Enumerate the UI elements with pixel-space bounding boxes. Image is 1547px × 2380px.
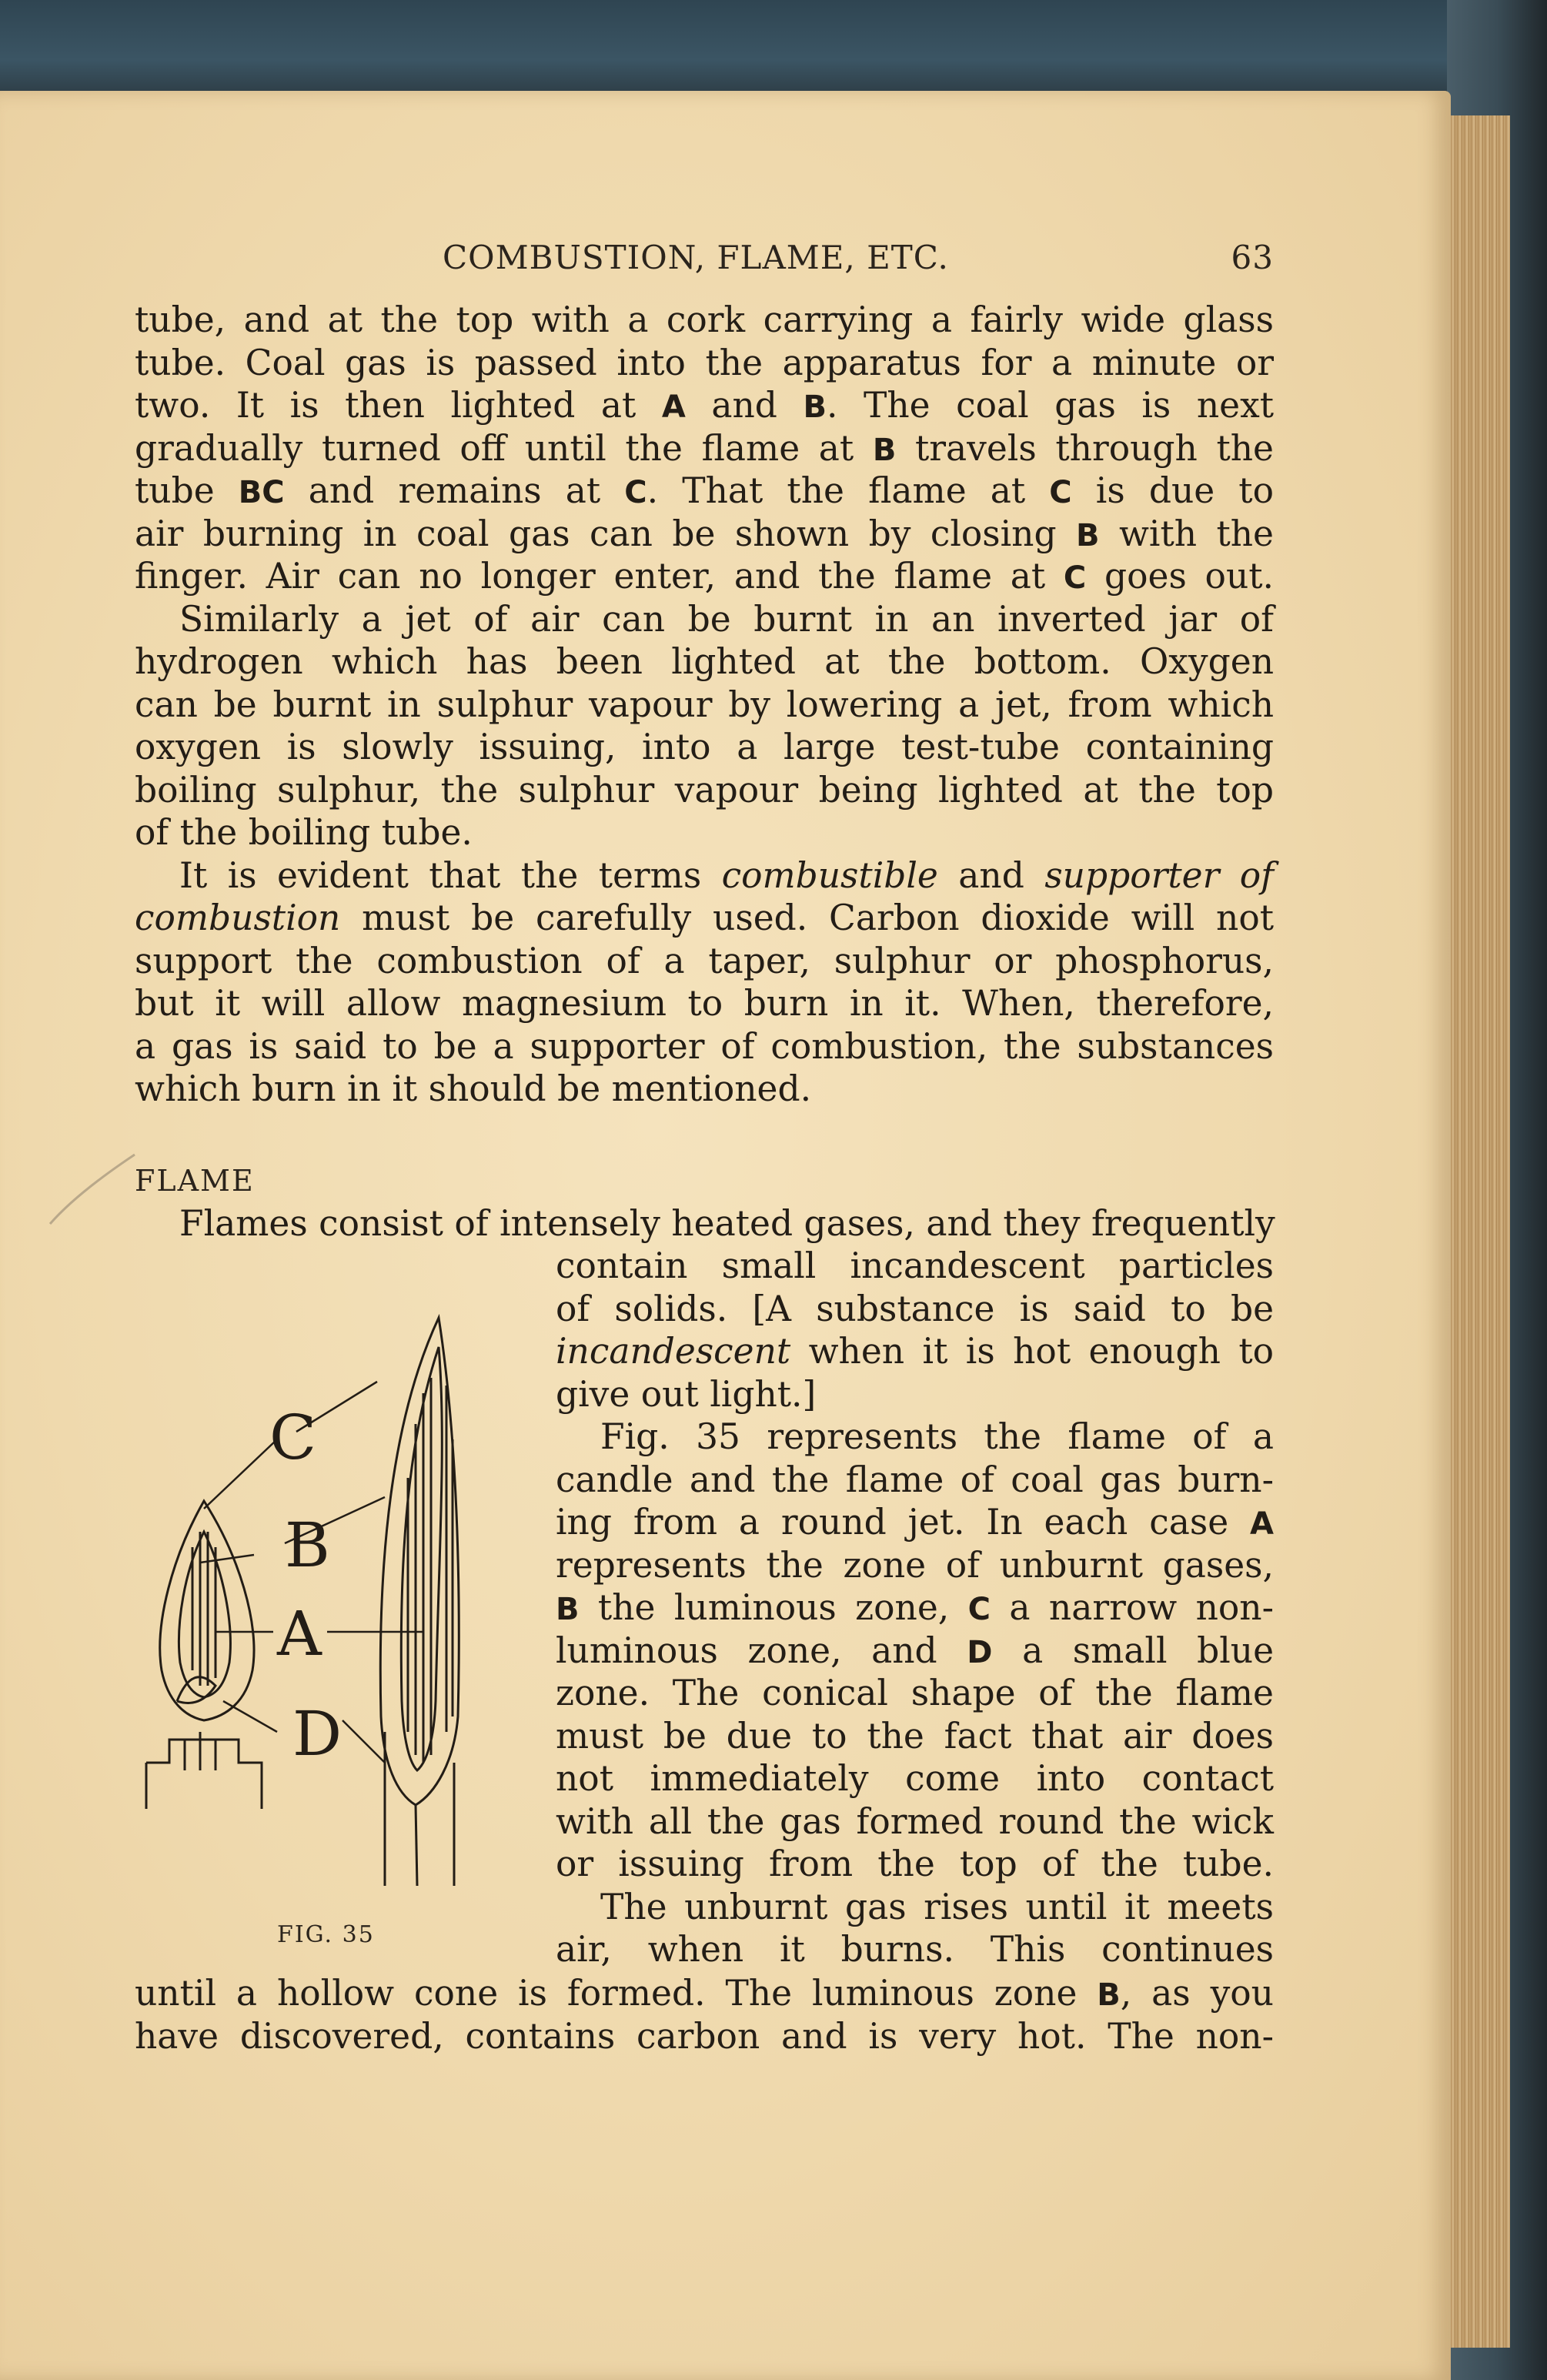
- flame-diagram: [131, 1301, 531, 1909]
- text-line: until a hollow cone is formed. The luminous zone B, as you: [135, 1973, 1274, 2014]
- text-line: Fig. 35 represents the flame of a: [600, 1416, 1274, 1457]
- text-line: give out light.]: [556, 1373, 817, 1415]
- text-line: combustion must be carefully used. Carbon dioxide will not: [135, 898, 1274, 938]
- text-line: B the luminous zone, C a narrow non-: [556, 1587, 1274, 1628]
- text-line: finger. Air can no longer enter, and the flame at C goes out.: [135, 556, 1275, 597]
- flame-wrapped-text: [556, 1245, 1274, 1971]
- text-line: of the boiling tube.: [135, 812, 473, 853]
- book-cover-top: [0, 0, 1547, 100]
- figure-label-c: C: [269, 1402, 317, 1473]
- text-line: support the combustion of a taper, sulphur or phosphorus,: [135, 940, 1274, 981]
- page-header-title: COMBUSTION, FLAME, ETC.: [443, 239, 949, 276]
- text-line: The unburnt gas rises until it meets: [600, 1886, 1274, 1927]
- page-number: 63: [1231, 239, 1274, 276]
- text-line: oxygen is slowly issuing, into a large test-tube containing: [135, 727, 1274, 767]
- text-line: boiling sulphur, the sulphur vapour being lighted at the top: [135, 769, 1274, 811]
- text-line: two. It is then lighted at A and B. The coal gas is next: [135, 385, 1275, 426]
- text-line: or issuing from the top of the tube.: [556, 1843, 1274, 1884]
- text-line: gradually turned off until the flame at B travels through the: [135, 427, 1274, 469]
- text-line: represents the zone of unburnt gases,: [556, 1544, 1274, 1586]
- text-line: but it will allow magnesium to burn in it. When, therefore,: [135, 983, 1274, 1024]
- text-line: hydrogen which has been lighted at the bottom. Oxygen: [135, 641, 1274, 682]
- text-line: It is evident that the terms combustible and supporter of: [179, 854, 1274, 896]
- pencil-check-mark: [46, 1147, 139, 1232]
- text-line: contain small incandescent particles: [556, 1245, 1274, 1286]
- section-heading-flame: FLAME: [135, 1164, 255, 1198]
- text-line: have discovered, contains carbon and is very hot. The non-: [135, 2015, 1274, 2057]
- figure-caption: FIG. 35: [277, 1921, 375, 1948]
- candle-flame-drawing: [146, 1501, 262, 1809]
- text-line: tube, and at the top with a cork carrying a fairly wide glass: [135, 299, 1274, 340]
- text-line: candle and the flame of coal gas burn-: [556, 1459, 1274, 1500]
- text-line: must be due to the fact that air does: [556, 1715, 1274, 1757]
- text-line: incandescent when it is hot enough to: [556, 1331, 1274, 1372]
- figure-label-b: B: [285, 1509, 330, 1581]
- text-line: air, when it burns. This continues: [556, 1929, 1274, 1970]
- text-line: zone. The conical shape of the flame: [556, 1673, 1274, 1713]
- text-line: with all the gas formed round the wick: [556, 1800, 1274, 1842]
- text-line: a gas is said to be a supporter of combustion, the substances: [135, 1025, 1274, 1067]
- figure-label-a: A: [277, 1598, 322, 1670]
- text-line: Flames consist of intensely heated gases, and they frequently: [179, 1203, 1275, 1244]
- running-head: [135, 239, 1274, 285]
- text-line: tube BC and remains at C. That the flame at C is due to: [135, 470, 1274, 511]
- figure-label-d: D: [292, 1698, 342, 1770]
- text-line: luminous zone, and D a small blue: [556, 1630, 1274, 1671]
- text-line: not immediately come into contact: [556, 1758, 1274, 1799]
- body-text-top: [135, 299, 1274, 1111]
- flame-bottom-text: [135, 1972, 1274, 2057]
- text-line: ing from a round jet. In each case A: [556, 1502, 1274, 1543]
- text-line: can be burnt in sulphur vapour by lowering a jet, from which: [135, 684, 1274, 725]
- text-line: which burn in it should be mentioned.: [135, 1068, 812, 1109]
- text-line: tube. Coal gas is passed into the apparatus for a minute or: [135, 342, 1274, 383]
- text-line: of solids. [A substance is said to be: [556, 1288, 1274, 1329]
- text-line: air burning in coal gas can be shown by closing B with the: [135, 513, 1274, 554]
- page-edges: [1447, 115, 1510, 2348]
- gas-flame-drawing: [380, 1318, 459, 1886]
- text-line: Similarly a jet of air can be burnt in an inverted jar of: [179, 598, 1274, 640]
- flame-first-line: [135, 1202, 1274, 1245]
